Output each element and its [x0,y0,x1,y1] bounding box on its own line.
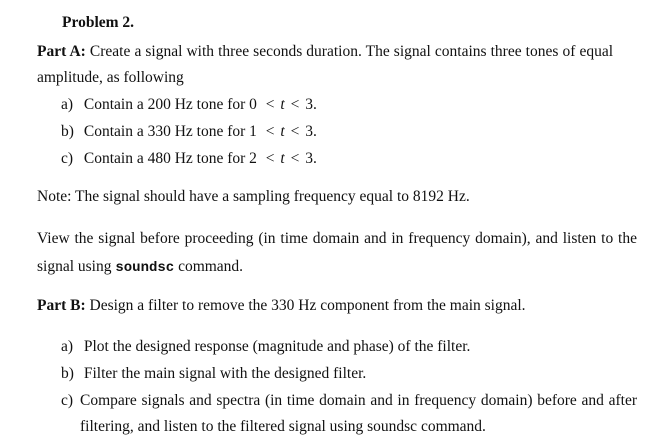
part-b-item-c-line1: Compare signals and spectra (in time domain and in frequency domain) before and after [80,392,637,409]
lt-symbol: < [265,123,275,140]
part-a-intro-line2: amplitude, as following [37,69,184,86]
view-line2-post: command. [178,258,244,275]
part-a-item-b [61,123,317,141]
view-line2 [37,258,243,277]
item-label: c) [61,150,74,167]
item-end: 3. [305,96,317,113]
part-b-item-a [61,338,470,356]
item-label: c) [61,392,74,409]
item-text: Contain a 330 Hz tone for 1 [83,123,257,140]
part-b-intro-text: Design a filter to remove the 330 Hz component from the main signal. [89,297,526,314]
time-variable: t [280,96,285,113]
part-b-item-c [61,392,80,410]
item-label: a) [61,96,74,113]
lt-symbol: < [290,123,300,140]
item-text: Contain a 200 Hz tone for 0 [83,96,257,113]
time-variable: t [280,123,285,140]
item-text: Plot the designed response (magnitude and phase) of the filter. [83,338,471,355]
part-b-item-b [61,365,366,383]
part-a-item-a [61,96,317,114]
problem-title: Problem 2. [62,14,135,31]
lt-symbol: < [290,96,300,113]
part-a-item-c [61,150,317,168]
view-line1: View the signal before proceeding (in time domain and in frequency domain), and listen to the [37,230,637,247]
sampling-note: Note: The signal should have a sampling frequency equal to 8192 Hz. [37,188,470,205]
part-a-intro-text: Create a signal with three seconds duration. The signal contains three tones of equal [89,43,614,60]
item-text: Filter the main signal with the designed filter. [83,365,367,382]
soundsc-code: soundsc [115,260,175,276]
item-label: b) [61,365,74,382]
lt-symbol: < [265,96,275,113]
part-b-heading: Part B: [37,297,86,314]
time-variable: t [280,150,285,167]
part-a-intro-line1 [37,43,613,61]
item-text: Contain a 480 Hz tone for 2 [83,150,257,167]
part-b-item-c-line2: filtering, and listen to the filtered signal using soundsc command. [80,418,486,435]
part-a-heading: Part A: [37,43,86,60]
lt-symbol: < [290,150,300,167]
lt-symbol: < [265,150,275,167]
item-end: 3. [305,123,317,140]
item-end: 3. [305,150,317,167]
view-line2-pre: signal using [37,258,112,275]
item-label: b) [61,123,74,140]
item-label: a) [61,338,74,355]
part-b-intro [37,297,526,315]
